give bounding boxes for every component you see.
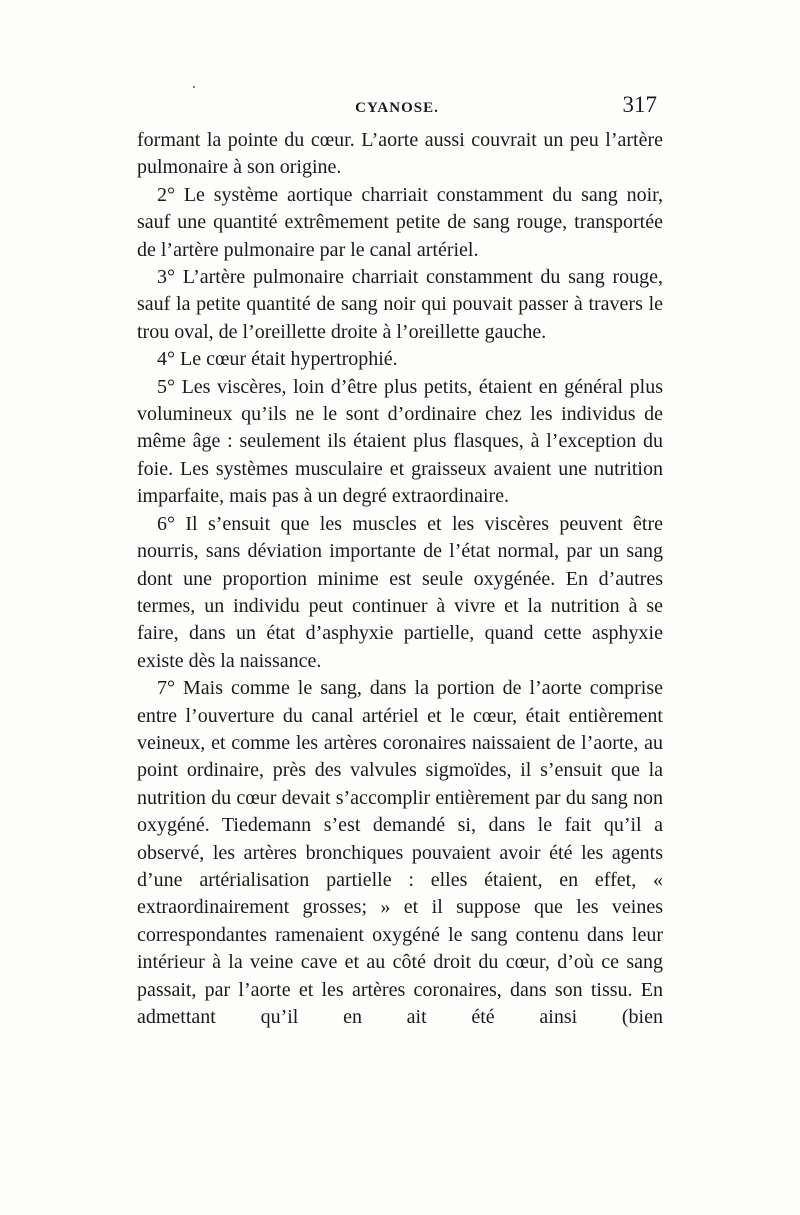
paragraph-point-2: 2° Le système aortique charriait constamment du sang noir, sauf une quantité extrêmement petite de sang rouge, transportée de l’artère pulmonaire par le canal artériel. <box>137 183 663 261</box>
paragraph-point-7: 7° Mais comme le sang, dans la portion de l’aorte comprise entre l’ouverture du canal artériel et le cœur, était entièrement veineux, et comme les artères coronaires naissaient de l’aorte, au point ordinaire, près des valvules sigmoïdes, il s’ensuit que la nutrition du cœur devait s’accomplir entièrement par du sang non oxygéné. Tiedemann s’est demandé si, dans le fait qu’il a observé, les artères bronchiques pouvaient avoir été les agents d’une artérialisation partielle : elles étaient, en effet, « extraordinairement grosses; » et il suppose que les veines correspondantes ramenaient oxygéné le sang contenu dans leur intérieur à la veine cave et au côté droit du cœur, d’où ce sang passait, par l’aorte et les artères coronaires, dans son tissu. En admettant qu’il en ait été ainsi (bien <box>137 677 663 1028</box>
paragraph-point-4: 4° Le cœur était hypertrophié. <box>157 348 398 371</box>
body-text <box>137 127 663 1031</box>
page-number: 317 <box>622 92 657 117</box>
running-title: CYANOSE. <box>355 100 439 116</box>
paragraph-point-5: 5° Les viscères, loin d’être plus petits, étaient en général plus volumineux qu’ils ne le sont d’ordinaire chez les individus de même âge : seulement ils étaient plus flasques, à l’exception du foie. Les systèmes musculaire et graisseux avaient une nutrition imparfaite, mais pas à un degré extraordinaire. <box>137 375 663 508</box>
paragraph-continuation: formant la pointe du cœur. L’aorte aussi couvrait un peu l’artère pulmonaire à son origine. <box>137 129 663 179</box>
paragraph-point-6: 6° Il s’ensuit que les muscles et les viscères peuvent être nourris, sans déviation importante de l’état normal, par un sang dont une proportion minime est seule oxygénée. En d’autres termes, un individu peut continuer à vivre et la nutrition à se faire, dans un état d’asphyxie partielle, quand cette asphyxie existe dès la naissance. <box>137 512 663 672</box>
paragraph-point-3: 3° L’artère pulmonaire charriait constamment du sang rouge, sauf la petite quantité de sang noir qui pouvait passer à travers le trou oval, de l’oreillette droite à l’oreillette gauche. <box>137 266 663 343</box>
page-header <box>137 92 657 122</box>
print-speck <box>193 86 195 88</box>
